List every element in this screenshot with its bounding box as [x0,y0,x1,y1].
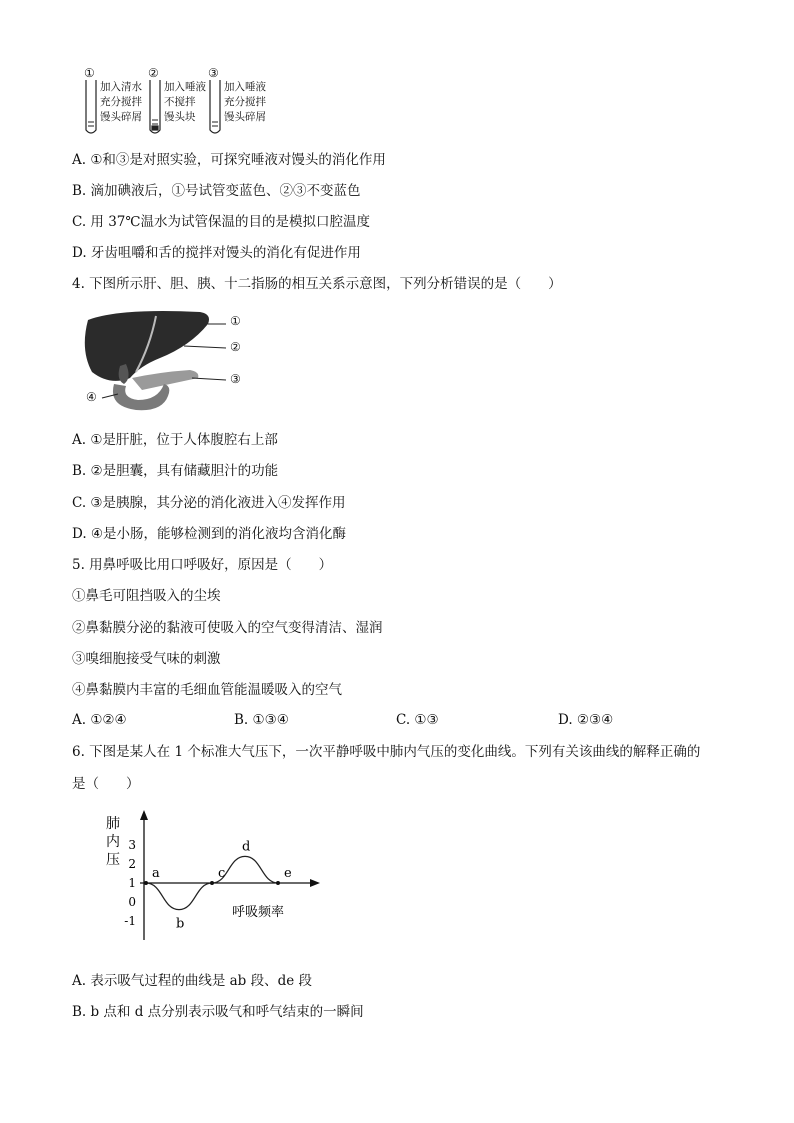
test-tube-figure [80,66,290,140]
curve-point [210,881,214,885]
q5-stem: 5. 用鼻呼吸比用口呼吸好，原因是（ ） [72,557,333,573]
curve-point [276,881,280,885]
tube-3-number: ③ [208,66,219,80]
tube-1-icon [86,80,96,133]
q5-item-3: ③嗅细胞接受气味的刺激 [72,651,221,667]
q4-option-d: D. ④是小肠，能够检测到的消化液均含消化酶 [72,526,347,542]
y-tick-label: -1 [124,914,136,928]
q5-option-b: B. ①③④ [234,712,289,728]
label-1: ① [230,314,241,328]
lung-pressure-chart-svg [100,806,330,946]
gallbladder-shape [119,364,129,384]
tube-2-label: 加入唾液 不搅拌 馒头块 [164,81,206,123]
q3-option-b: B. 滴加碘液后，①号试管变蓝色、②③不变蓝色 [72,183,361,199]
q5-option-d: D. ②③④ [558,712,614,728]
q4-option-c: C. ③是胰腺，其分泌的消化液进入④发挥作用 [72,495,346,511]
tube-2-number: ② [148,66,159,80]
y-axis-label-char: 压 [106,852,120,868]
label-2: ② [230,340,241,354]
q5-item-1: ①鼻毛可阻挡吸入的尘埃 [72,588,221,604]
q5-item-2: ②鼻黏膜分泌的黏液可使吸入的空气变得清洁、湿润 [72,620,383,636]
q6-stem-line1: 6. 下图是某人在 1 个标准大气压下，一次平静呼吸中肺内气压的变化曲线。下列有关该曲线的解释正确的 [72,744,701,760]
digestive-organs-figure [80,306,250,418]
point-label-a: a [152,866,160,881]
q5-item-4: ④鼻黏膜内丰富的毛细血管能温暖吸入的空气 [72,682,342,698]
tube-3-label: 加入唾液 充分搅拌 馒头碎屑 [224,81,266,123]
q3-option-c: C. 用 37℃温水为试管保温的目的是模拟口腔温度 [72,214,371,230]
q4-option-b: B. ②是胆囊，具有储藏胆汁的功能 [72,463,279,479]
y-axis-arrow [140,810,148,820]
tube-1-number: ① [84,66,95,80]
x-axis-arrow [310,879,320,887]
label-4: ④ [86,390,97,404]
point-label-e: e [284,866,292,881]
tube-2-icon [150,80,160,133]
y-axis-label-char: 肺 [106,816,120,832]
q4-option-a: A. ①是肝脏，位于人体腹腔右上部 [72,432,278,448]
q6-option-a: A. 表示吸气过程的曲线是 ab 段、de 段 [72,973,313,989]
q5-option-a: A. ①②④ [72,712,127,728]
q4-stem: 4. 下图所示肝、胆、胰、十二指肠的相互关系示意图，下列分析错误的是（ ） [72,276,562,292]
curve-point [144,881,148,885]
lung-pressure-chart [100,806,330,946]
point-label-c: c [218,866,226,881]
y-tick-label: 1 [128,876,136,890]
y-axis-label-char: 内 [106,834,120,850]
point-label-d: d [242,839,251,855]
x-axis-label: 呼吸频率 [232,905,285,920]
tube-1-label: 加入清水 充分搅拌 馒头碎屑 [100,81,142,123]
q3-option-d: D. 牙齿咀嚼和舌的搅拌对馒头的消化有促进作用 [72,245,361,261]
q6-option-b: B. b 点和 d 点分别表示吸气和呼气结束的一瞬间 [72,1004,364,1020]
y-tick-label: 2 [128,857,136,871]
tube-3-icon [210,80,220,133]
q5-option-c: C. ①③ [396,712,439,728]
q3-option-a: A. ①和③是对照实验，可探究唾液对馒头的消化作用 [72,152,386,168]
y-tick-label: 3 [128,838,136,852]
q6-stem-line2: 是（ ） [72,776,140,792]
point-label-b: b [176,916,185,932]
label-3: ③ [230,372,241,386]
liver-diagram [80,306,250,418]
y-tick-label: 0 [128,895,136,909]
